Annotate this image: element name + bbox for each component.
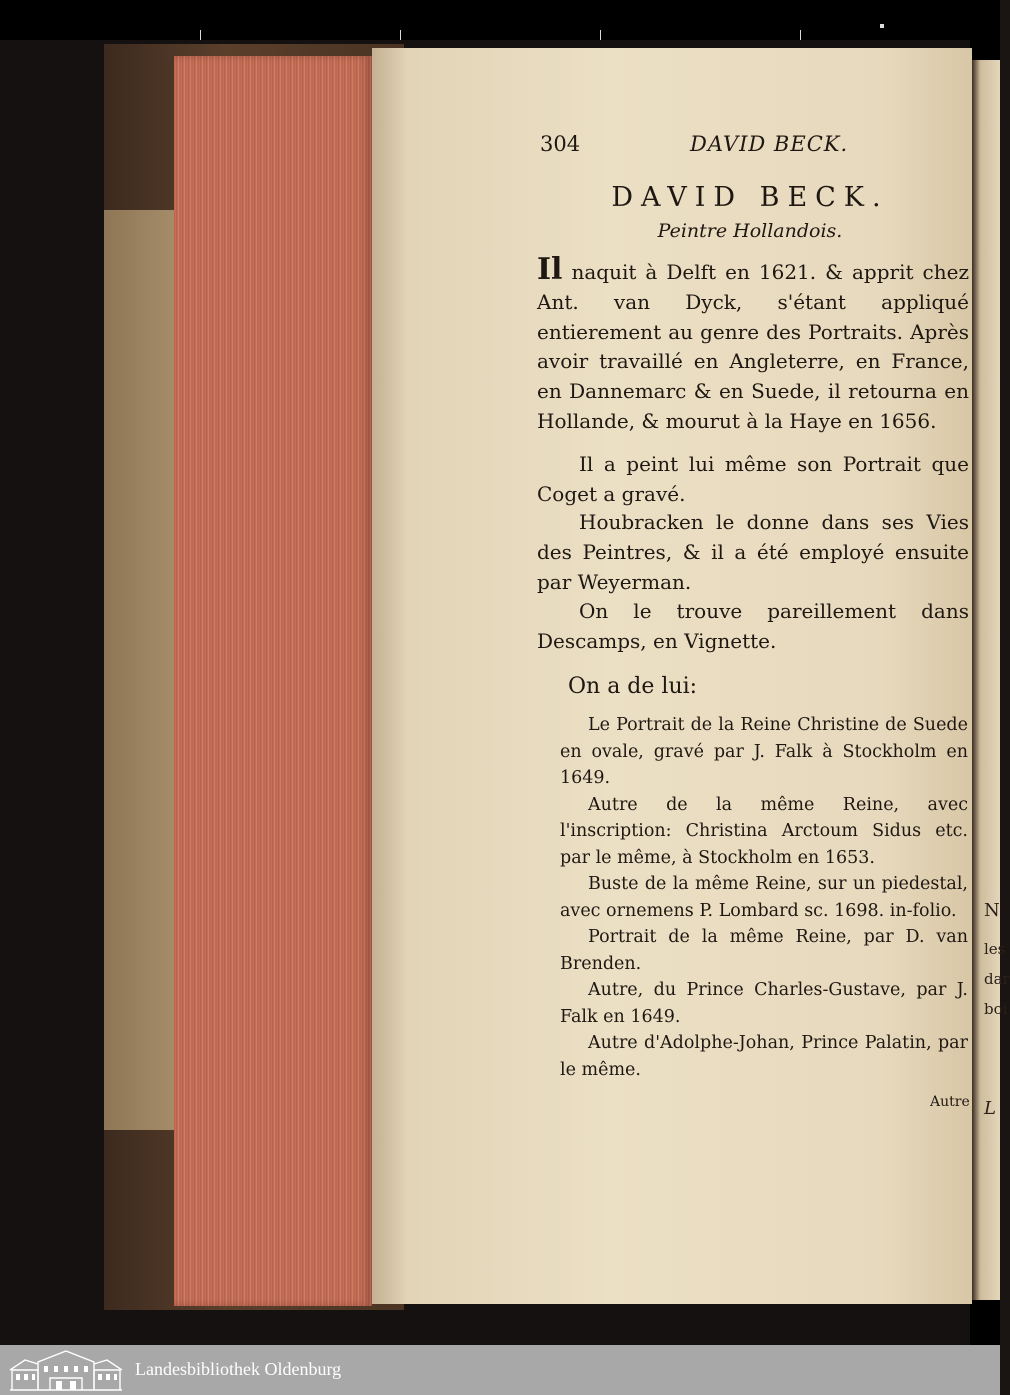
page-subtitle: Peintre Hollandois. xyxy=(657,220,843,242)
list-item: Le Portrait de la Reine Christine de Suede en ovale, gravé par J. Falk à Stockholm en 1649. xyxy=(560,715,968,788)
facing-page-fragment: N xyxy=(984,900,1000,921)
list-item: Autre, du Prince Charles-Gustave, par J. Falk en 1649. xyxy=(560,980,968,1027)
drop-cap: Il xyxy=(537,252,563,287)
list-item: Portrait de la même Reine, par D. van Brenden. xyxy=(560,927,968,974)
page-title: DAVID BECK. xyxy=(611,182,889,213)
list-item: Buste de la même Reine, sur un piedestal, avec ornemens P. Lombard sc. 1698. in-folio. xyxy=(560,874,968,921)
library-footer xyxy=(0,1345,1000,1395)
works-list xyxy=(560,712,968,1083)
facing-page-fragment: les xyxy=(984,940,1006,958)
catchword: Autre xyxy=(930,1094,970,1110)
facing-page-fragment: L xyxy=(984,1098,996,1119)
paragraph-biography xyxy=(537,252,969,437)
facing-page-fragment: boi xyxy=(984,1000,1008,1018)
color-ruler-top xyxy=(0,0,1000,40)
paragraph-descamps: On le trouve pareillement dans Descamps, en Vignette. xyxy=(537,599,969,653)
page-number: 304 xyxy=(540,132,581,156)
page-edges xyxy=(174,56,372,1306)
library-name: Landesbibliothek Oldenburg xyxy=(135,1359,342,1379)
paragraph-houbracken: Houbracken le donne dans ses Vies des Peintres, & il a été employé ensuite par Weyerman. xyxy=(537,510,969,594)
paragraph-self-portrait: Il a peint lui même son Portrait que Coget a gravé. xyxy=(537,452,969,506)
paragraph-text: naquit à Delft en 1621. & apprit chez Ant. van Dyck, s'étant appliqué entierement au genre des Portraits. Après avoir travaillé en Angleterre, en France, en Dannemarc & en Suede, il retourna en Hollande, & mourut à la Haye en 1656. xyxy=(537,260,969,433)
library-building-icon xyxy=(8,1348,124,1392)
facing-page-fragment: dar xyxy=(984,970,1010,988)
list-item: Autre d'Adolphe-Johan, Prince Palatin, par le même. xyxy=(560,1033,968,1080)
book-cover-wear xyxy=(104,210,174,1130)
section-heading: On a de lui: xyxy=(568,674,698,699)
running-head: DAVID BECK. xyxy=(690,132,849,156)
list-item: Autre de la même Reine, avec l'inscription: Christina Arctoum Sidus etc. par le même, à Stockholm en 1653. xyxy=(560,794,968,868)
